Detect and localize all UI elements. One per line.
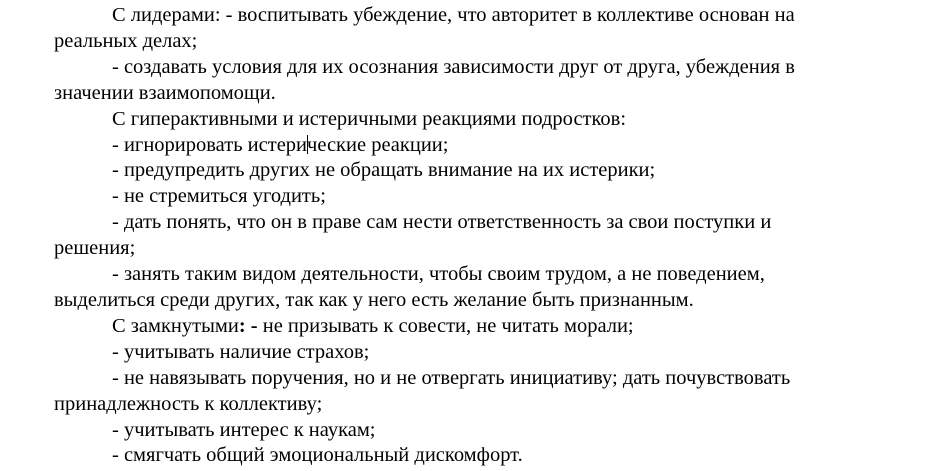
paragraph-text: - игнорировать истери <box>112 133 308 156</box>
paragraph-withdrawn-intro <box>54 314 854 340</box>
paragraph-interest-sciences <box>54 418 854 444</box>
paragraph-text: - учитывать интерес к наукам; <box>112 418 376 441</box>
paragraph-text: : - воспитывать убеждение, что авторитет в коллективе основан на реальных делах; <box>54 4 795 52</box>
paragraph-hyperactive-heading <box>54 107 854 133</box>
paragraph-text: - смягчать общий эмоциональный дискомфорт. <box>112 444 523 467</box>
leaders-heading: С лидерами <box>112 4 215 26</box>
paragraph-text: С гиперактивными и истеричными реакциями подростков: <box>112 107 627 130</box>
paragraph-dont-please <box>54 184 854 210</box>
paragraph-responsibility <box>54 210 854 262</box>
paragraph-text: ческие реакции; <box>307 133 449 156</box>
paragraph-warn-others <box>54 158 854 184</box>
document-page <box>54 3 854 469</box>
bold-punctuation: : - <box>238 314 258 337</box>
withdrawn-heading: С замкнутыми <box>112 314 239 337</box>
paragraph-no-impose <box>54 366 854 418</box>
paragraph-soften-discomfort <box>54 443 854 469</box>
paragraph-text: - создавать условия для их осознания зависимости друг от друга, убеждения в значении взаимопомощи. <box>54 55 795 104</box>
paragraph-ignore-hysterics <box>54 133 854 159</box>
paragraph-activity <box>54 262 854 314</box>
paragraph-fears <box>54 340 854 366</box>
paragraph-text: - учитывать наличие страхов; <box>112 340 370 363</box>
paragraph-text: не призывать к совести, не читать морали; <box>257 314 634 337</box>
paragraph-leaders-conditions <box>54 55 854 107</box>
paragraph-text: - не стремиться угодить; <box>112 185 326 208</box>
paragraph-text: - дать понять, что он в праве сам нести ответственность за свои поступки и решения; <box>54 211 772 260</box>
paragraph-leaders-intro <box>54 3 854 55</box>
paragraph-text: - предупредить других не обращать внимание на их истерики; <box>112 159 656 182</box>
paragraph-text: - не навязывать поручения, но и не отвергать инициативу; дать почувствовать принадлежность к коллективу; <box>54 366 791 415</box>
paragraph-text: - занять таким видом деятельности, чтобы своим трудом, а не поведением, выделиться среди других, так как у него есть желание быть признанным. <box>54 263 765 311</box>
